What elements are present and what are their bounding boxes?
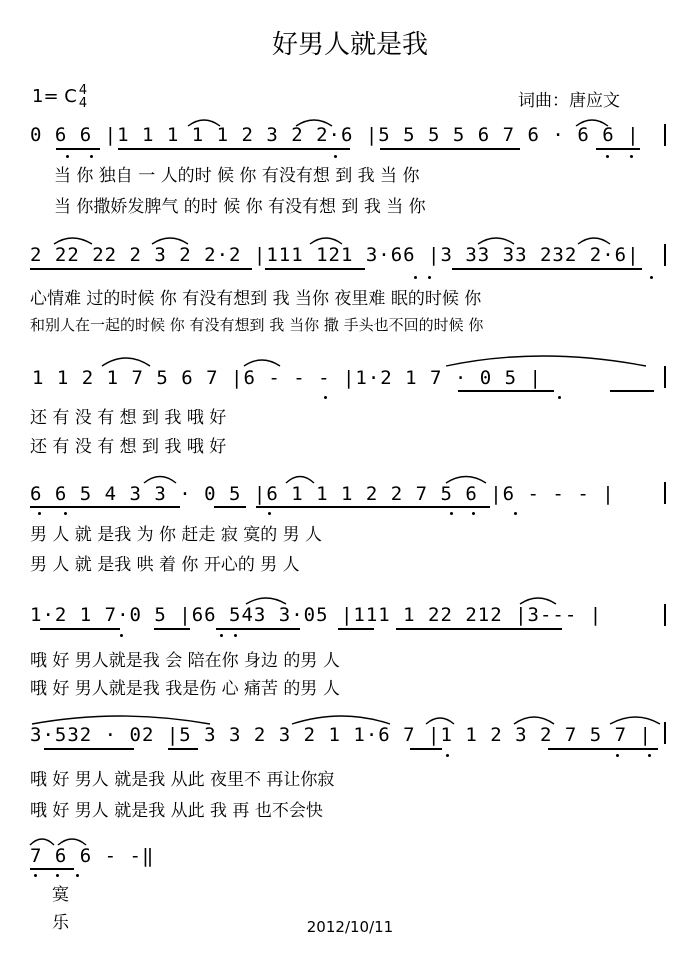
slur bbox=[244, 360, 280, 366]
lyric-line-1a: 当 你 独自 一 人的时 候 你 有没有想 到 我 当 你 bbox=[54, 166, 420, 186]
notes-line-7: 7 6 6 - -‖ bbox=[30, 845, 155, 867]
lyric-line-7b: 乐 bbox=[52, 913, 69, 933]
lyric-line-5a: 哦 好 男人就是我 会 陪在你 身边 的男 人 bbox=[30, 651, 340, 671]
slur bbox=[514, 717, 554, 724]
slur bbox=[188, 120, 220, 126]
slur bbox=[610, 717, 660, 724]
slur bbox=[296, 120, 332, 126]
notes-line-5: 1·2 1 7·0 5 |66 543 3·05 |111 1 22 212 |3--- | bbox=[30, 604, 603, 626]
notes-line-1: 0 6 6 |1 1 1 1 1 2 3 2 2·6 |5 5 5 5 6 7 6 · 6 6 | bbox=[30, 124, 640, 146]
lyric-line-7a: 寞 bbox=[52, 885, 69, 905]
lyric-line-3a: 还 有 没 有 想 到 我 哦 好 bbox=[30, 408, 227, 428]
time-numerator: 4 bbox=[78, 83, 88, 98]
slur bbox=[32, 716, 210, 724]
slur bbox=[286, 477, 314, 484]
key-prefix: 1= C bbox=[32, 86, 77, 107]
lyric-line-2a: 心情难 过的时候 你 有没有想到 我 当你 夜里难 眠的时候 你 bbox=[30, 289, 482, 309]
slur bbox=[576, 120, 608, 126]
lyric-line-6a: 哦 好 男人 就是我 从此 夜里不 再让你寂 bbox=[30, 770, 335, 790]
lyric-line-2b: 和别人在一起的时候 你 有没有想到 我 当你 撒 手头也不回的时候 你 bbox=[30, 316, 484, 334]
notes-line-6: 3·532 · 02 |5 3 3 2 3 2 1 1·6 7 |1 1 2 3 2 7 5 7 | bbox=[30, 724, 652, 746]
lyric-line-4a: 男 人 就 是我 为 你 赶走 寂 寞的 男 人 bbox=[30, 525, 323, 545]
slur bbox=[578, 238, 610, 244]
lyric-line-5b: 哦 好 男人就是我 我是伤 心 痛苦 的男 人 bbox=[30, 679, 340, 699]
notes-line-2: 2 22 22 2 3 2 2·2 |111 121 3·66 |3 33 33 232 2·6| bbox=[30, 244, 640, 266]
slur bbox=[30, 839, 54, 845]
slur bbox=[58, 839, 86, 845]
date-stamp: 2012/10/11 bbox=[306, 918, 394, 936]
slur bbox=[446, 477, 486, 484]
slur bbox=[152, 238, 188, 244]
notes-line-3: 1 1 2 1 7 5 6 7 |6 - - - |1·2 1 7 · 0 5 | bbox=[32, 367, 542, 389]
slur bbox=[246, 598, 286, 604]
slur bbox=[310, 238, 342, 244]
slur bbox=[292, 716, 390, 724]
notes-line-4: 6 6 5 4 3 3 · 0 5 |6 1 1 1 2 2 7 5 6 |6 - - - | bbox=[30, 483, 615, 505]
slur bbox=[102, 358, 150, 366]
lyric-line-4b: 男 人 就 是我 哄 着 你 开心的 男 人 bbox=[30, 555, 300, 575]
slur bbox=[54, 238, 92, 244]
lyric-line-1b: 当 你撒娇发脾气 的时 候 你 有没有想 到 我 当 你 bbox=[54, 197, 426, 217]
slur bbox=[478, 238, 514, 244]
slur bbox=[520, 598, 556, 604]
time-denominator: 4 bbox=[78, 96, 88, 111]
lyric-line-3b: 还 有 没 有 想 到 我 哦 好 bbox=[30, 437, 227, 457]
slur bbox=[426, 718, 454, 724]
slur bbox=[144, 477, 176, 484]
credit-line: 词曲：唐应文 bbox=[518, 91, 620, 111]
song-title: 好男人就是我 bbox=[271, 30, 428, 60]
slur bbox=[446, 356, 646, 366]
lyric-line-6b: 哦 好 男人 就是我 从此 我 再 也不会快 bbox=[30, 801, 323, 821]
